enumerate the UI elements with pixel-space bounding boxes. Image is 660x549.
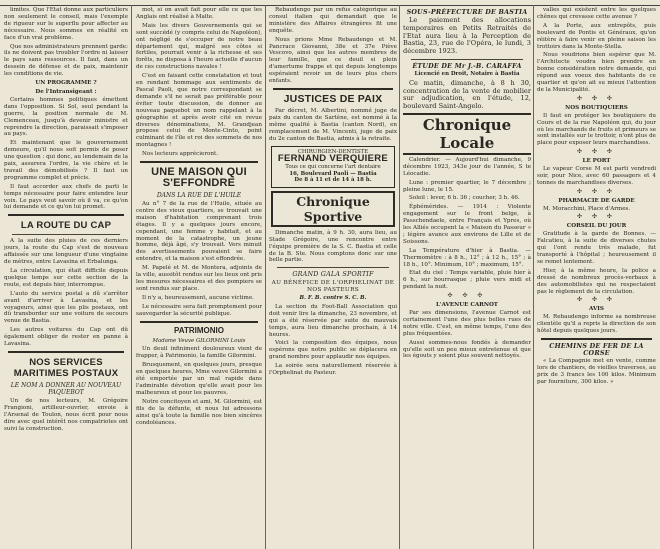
paragraph: L'auto du service postal a dû s'arrêter avant d'arriver à Lavasina, et les voyageurs, ainsi que les plis postaux, ont dû transborder sur une voiture de secours venue de Bastia. [4,290,128,325]
dentist-advertisement [271,146,395,188]
paragraph: La section du Foot-Ball Association qui doit venir lire la dimanche, 23 novembre, et qui a été réservée par suite du mauvais temps, aura lieu dimanche prochain, à 14 heures. [269,303,397,338]
paragraph: A la Porte, aux entrepôts, puis boulevard de Pontis et Généraux, qu'on réitère à faire venir en pleine saison les trottoirs dans la Monte-Stella. [537,22,656,50]
ad-line: De 8 à 11 et de 14 à 18 h. [294,177,372,184]
article-title: PATRIMONIO [174,325,224,335]
section-heading: LE PORT [582,158,611,165]
paragraph: Brusquement, en quelques jours, presque en quelques heures, Mme veuve Gilormini a été emportée par un mal rapide dans l'admirable dévotion qu'elle avait pour les malheureux et pour les pauvres. [136,362,262,396]
paragraph: Le vapeur Corse M est parti vendredi soir, pour Nice, avec 60 passagers et 4 tonnes de marchandises diverses. [537,166,656,186]
article-title: NOS SERVICES MARITIMES POSTAUX [13,356,119,379]
ad-line: CHIRURGIEN-DENTISTE [297,148,369,155]
article-title: SOUS-PRÉFECTURE DE BASTIA [406,8,528,16]
paragraph: La soirée sera naturellement réservée à l'Orphelinat du Pasteur. [269,363,397,377]
article-title: ÉTUDE DE Mr J.-B. CARAFFA [412,61,522,70]
paragraph: Éphémérides. — 1914 : Violente engagement sur le front belge, à Passchendaele, entre Français et Ypres, où les Alliés occupent la « Maison du Passeur » ; légère avance aux environs de Lille et de Soissons. [403,204,531,245]
paragraph: Rebaudengo par un refus catégorique au consul italien qui demandait que le ministère des Affaires étrangères fit une enquête. [269,7,397,34]
divider [277,267,389,268]
paragraph: Ce matin, dimanche, à 8 h 30, concentration de la vente de mobilier sur adjudication, en l'étude, 12, boulevard Saint-Angelo. [403,78,531,111]
section-subheading: De l'Intransigeant : [35,88,97,95]
paragraph: M. Moracchini, Place d'Armes. [543,205,631,212]
section-heading: UN PROGRAMME ? [35,80,97,87]
paragraph: C'est en faisant cette constatation et tout en rendant hommage aux sentiments de Pascal Paoli, que notre correspondant se demande s'il ne serait pas préférable pour éviter toute discussion, de donner au nouveau paquebot un nom rappelant à la géographie et après avoir cité en revue diverses dénominations, M. Grandjean propose celui de Monte-Cinto, point culminant de l'île et roi des sommets de nos montagnes ! [136,73,262,149]
article-title: LA ROUTE DU CAP [20,220,112,232]
divider [8,214,124,216]
section-heading: L'AVENUE CARNOT [436,302,498,309]
divider [12,234,120,235]
paragraph: Nous voudrions bien espérer que M. l'Architecte voudra bien prendre en bonne considération notre demande, qui répond aux voeux des habitants de ce quartier et qu'on ait su mieux l'attention de la Municipalité. [537,52,656,93]
column-divider [399,5,400,549]
paragraph: Un de nos lecteurs, M. Grégoire Frangioni, artilleur-ouvrier, envoie à l'Arsenal de Toulon, nous écrit pour nous dire avec quel intérêt nos compatriotes ont suivi la construction. [4,397,128,432]
paragraph: limites. Que l'Etat donne aux particuliers non seulement le conseil, mais l'exemple de rigueur sur le superflu pour affecter au nécessaire. Nous sommes en réalité en face d'un vrai problème. [4,7,128,41]
ad-line: Tous ce qui concerne l'art dentaire [285,164,381,170]
section-heading: PHARMACIE DE GARDE [558,197,635,204]
column-2 [136,7,262,549]
paragraph: Etat du ciel : Temps variable, pluie hier à 6 h., sur bourrasque ; pluie vers midi et pendant la nuit. [403,270,531,291]
section-heading: NOS BOUTIQUIERS [565,104,628,111]
column-divider [533,5,534,549]
paragraph: Le nécessaire sera fait promptement pour sauvegarder la sécurité publique. [136,303,262,317]
article-subtitle: LE NOM A DONNER AU NOUVEAU PAQUEBOT [10,381,122,396]
paragraph: Voici la composition des équipes, nous espérons que notre public se déplacera en grand nombre pour applaudir nos équipes. [269,340,397,361]
divider [273,88,393,90]
column-1 [4,7,128,549]
paragraph: Gratitude à la garde de Bonnes. — Falcatieu, à la suite de diverses chutes qui l'ont rendu très malade, fut transporté à l'hôpital ; heureusement il se remet lentement. [537,231,656,265]
top-rule [0,0,660,6]
paragraph: Lune : premier quartier, le 7 décembre ; pleine lune, le 15. [403,179,531,193]
paragraph: Mais les divers Gouvernements qui se sont succédé (y compris celui de Napoléon), ont négligé de s'occuper de notre beau département qui, malgré ses côtes si fertiles, pourrait venir à la richesse et ses forêts, ne disposa à l'heure actuelle d'aucun de ces constructions navales ! [136,22,262,71]
ornament: ✣ ✣ ✣ [577,296,616,304]
paragraph: valles qui existent entre les quelques chênes qui crevasse cette avenue ? [537,7,656,20]
paragraph: Il n'y a, heureusement, aucune victime. [142,294,254,301]
paragraph: A la suite des pluies de ces derniers jours, la route du Cap s'est de nouveau affaissée sur une longueur d'une vingtaine de mètres, entre Lavasina et Erbalunga. [4,238,128,266]
ad-title: FERNAND VERQUIERE [277,153,389,165]
paragraph: Calendrier. — Aujourd'hui dimanche, 9 décembre 1923, 343e jour de l'année, S te Léocadie. [403,156,531,177]
paragraph: Par décret, M. Albertini, nommé juge de paix du canton de Sartène, est nommé à la même qualité à Bastia (canton Nord), en remplacement de M. Vincenti, juge de paix du 2e canton de Bastia, admis à la retraite. [269,107,397,142]
section-banner: Chronique Locale [403,113,531,155]
divider [8,351,124,353]
paragraph: Soleil : lever, 6 h. 36 ; coucher, 3 h. 46. [409,195,520,202]
article-subtitle: B. F. B. contre S. C. B. [299,295,367,302]
ornament: ✣ ✣ ✣ [447,292,487,300]
ad-line: 16, Boulevard Paoli — Bastia [289,170,377,177]
paragraph: La Température d'hier à Bastia. — Thermomètre : à 8 h., 12° ; à 12 h., 15° ; à 18 h., 10°. Minimum, 10° ; maximum, 15°. [403,247,531,268]
article-subtitle: Licencié en Droit, Notaire à Bastia [414,70,520,77]
paragraph: Aussi sommes-nous fondés à demander qu'elle soit un peu mieux entretenue et que les égouts y soient plus souvent nettoyés. [403,339,531,360]
column-3 [269,7,397,549]
ornament: ✣ ✣ ✣ [577,148,616,156]
paragraph: Certains hommes politiques émettent dans l'opposition. Si Sol, seul pendant la guerre, la position normale de M. Clemenceau, jusqu'à devenir ministre et reprendre la direction, paraissait s'imposer au pays. [4,96,128,138]
ornament: ✣ ✣ ✣ [577,94,616,102]
paragraph: Par ses dimensions, l'avenue Carnot est certainement l'une des plus belles rues de notre ville. C'est, en même temps, l'une des plus fréquentées. [403,310,531,337]
article-title: CHEMINS DE FER DE LA CORSE [549,341,644,357]
paragraph: La circulation, qui était difficile depuis quelque temps sur cette section de la route, est depuis hier, interrompue. [4,268,128,288]
paragraph: M. Papelé et M. de Montera, adjoints de la ville, aussitôt rendus sur les lieux ont pris les mesures nécessaires et des pompiers se sont rendus sur place. [136,265,262,292]
article-title: JUSTICES DE PAIX [283,92,383,105]
paragraph: Dimanche matin, à 9 h. 30, aura lieu, au Stade Grégoire, une rencontre entre l'équipe première de la S. C. Bastia et celle de la B. Ste. Nous comptons donc sur une belle partie. [269,229,397,264]
section-banner: Chronique Sportive [271,191,395,227]
paragraph: Nos lecteurs apprécieront. [142,151,219,158]
paragraph: Les autres voitures du Cap ont dû également obliger de rester en panne à Lavasina. [4,327,128,348]
column-5 [537,7,656,549]
section-heading: CORSEIL DU JOUR [566,223,627,230]
column-4 [403,7,531,549]
paragraph: M. Rebaudengo informe sa nombreuse clientèle qu'il a repris la direction de son hôtel depuis quelques jours. [537,314,656,335]
ornament: ✣ ✣ ✣ [577,213,616,221]
paragraph: Au n° 7 de la rue de l'Huile, située au centre des vieux quartiers, se trouvait une maison d'habitation comprenant trois étages. Il y a quelques jours encore, cependant, une femme y habitait, et au moment de la catastrophe, un jeune homme, déjà âgé, s'y trouvait. Vers minuit des avertissements pouvaient se faire entendre, et la maison s'est effondrée. [136,201,262,263]
paragraph: « La Compagnie met en vente, comme lors de chantiers, de vieilles traverses, au prix de 3 francs les 100 kilos. Minimum par fourniture, 300 kilos. » [537,357,656,385]
article-title: GRAND GALA SPORTIF [292,270,374,279]
paragraph: Il faut en protéger les boutiquiers du Cours et de la rue Napoléon qui, du jour où les marchands de fruits et primeurs se sont installés sur le trottoir, n'ont plus de place pour exposer leurs marchandises. [537,112,656,147]
column-divider [131,5,132,549]
article-subtitle: AU BÉNÉFICE DE L'ORPHELINAT DE NOS PASTEURS [271,280,395,294]
paragraph: Le paiement des allocations temporaires en Petits Retraités de l'Etat aura lieu à la Perception de Bastia, 23, rue de l'Opéra, le lundi, 3 décembre 1923. [403,15,531,56]
divider [541,338,652,340]
paragraph: Hier, à la même heure, la police a dressé de nombreux procès-verbaux à des automobilistes qui ne respectaient pas le règlement de la circulation. [537,267,656,295]
ornament: ✣ ✣ ✣ [577,187,616,195]
paragraph: Un deuil infiniment douloureux vient de frapper, à Patrimonio, la famille Gilormini. [136,346,262,360]
paragraph: Il faut accorder aux chefs de parti le temps nécessaire pour faire entendre leur voix. Le pays veut savoir où il va, ce qu'on lui demande et ce qu'on lui promet. [4,183,128,211]
paragraph: Que nos administrateurs prennent garde: ils ne doivent pas troubler l'ordre ni laisser le pays sans ressources. Il faut, dans un dessein de défense et de paix, maintenir les conditions de vie. [4,43,128,78]
paragraph: Et maintenant que le gouvernement demeure, qu'il nous soit permis de poser une question : qui donc, au lendemain de la paix, assurera l'ordre, la vie chère et le travail des démobilisés ? Il faut un programme complet et précis. [4,140,128,181]
article-title: UNE MAISON QUI S'EFFONDRE [151,166,247,190]
paragraph: mot, si on avait fait pour elle ce que les Anglais ont réalisé à Malte. [136,7,262,20]
paragraph: Nous prions Mme Rebaudengo et M. Pancrace Giovanni, 38e et 37e Piève Vescovo, ainsi que les autres membres de leur famille, que ce deuil si plein d'amertume frappe et qui depuis longtemps espéraient revoir un de leurs plus chers enfants. [269,36,397,85]
section-heading: AVIS [589,306,604,313]
divider [140,321,258,323]
divider [140,161,258,163]
article-subtitle: Madame Veuve GILORMINI Louis [152,337,246,344]
article-subtitle: DANS LA RUE DE L'HUILE [156,192,242,200]
paragraph: Notre concitoyen et ami, M. Gilormini, est fils de la défunte, et nous lui adressons ainsi qu'à toute la famille nos bien sincères condoléances. [136,398,262,426]
divider [411,59,523,60]
column-divider [265,5,266,549]
